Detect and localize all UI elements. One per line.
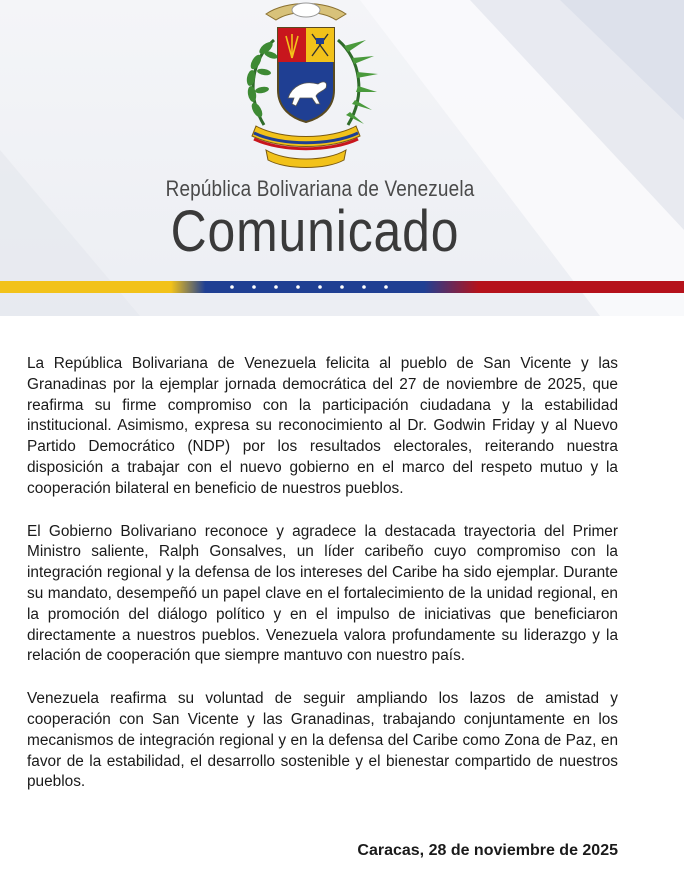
- paragraph: El Gobierno Bolivariano reconoce y agradece la destacada trayectoria del Primer Ministro saliente, Ralph Gonsalves, un líder caribeño cuyo compromiso con la integración regional y la defensa de los intereses del Caribe ha sido ejemplar. Durante su mandato, desempeñó un papel clave en el fortalecimiento de la unidad regional, en la promoción del diálogo político y en el impulso de iniciativas que beneficiaron directamente a nuestros pueblos. Venezuela valora profundamente su liderazgo y la relación de cooperación que siempre mantuvo con nuestro país.: [27, 522, 618, 665]
- paragraph: Venezuela reafirma su voluntad de seguir ampliando los lazos de amistad y cooperación con San Vicente y las Granadinas, trabajando conjuntamente en los mecanismos de integración regional y en la defensa del Caribe como Zona de Paz, en favor de la estabilidad, el desarrollo sostenible y el bienestar compartido de nuestros pueblos.: [27, 690, 618, 791]
- paragraph: La República Bolivariana de Venezuela felicita al pueblo de San Vicente y las Granadinas por la ejemplar jornada democrática del 27 de noviembre de 2025, que reafirma su firme compromiso con la participación ciudadana y la estabilidad institucional. Asimismo, expresa su reconocimiento al Dr. Godwin Friday y al Nuevo Partido Democrático (NDP) por los resultados electorales, reiterando nuestra disposición a trabajar con el nuevo gobierno en el marco del respeto mutuo y la cooperación bilateral en beneficio de nuestros pueblos.: [27, 355, 618, 497]
- page-title: Comunicado: [170, 199, 460, 264]
- letterhead: [0, 0, 684, 316]
- flag-color-bar: [0, 281, 684, 293]
- statement-body: [27, 354, 618, 815]
- republic-subtitle: República Bolivariana de Venezuela: [165, 176, 475, 201]
- venezuela-coat-of-arms-icon: [226, 0, 386, 172]
- place-and-date: Caracas, 28 de noviembre de 2025: [357, 842, 618, 859]
